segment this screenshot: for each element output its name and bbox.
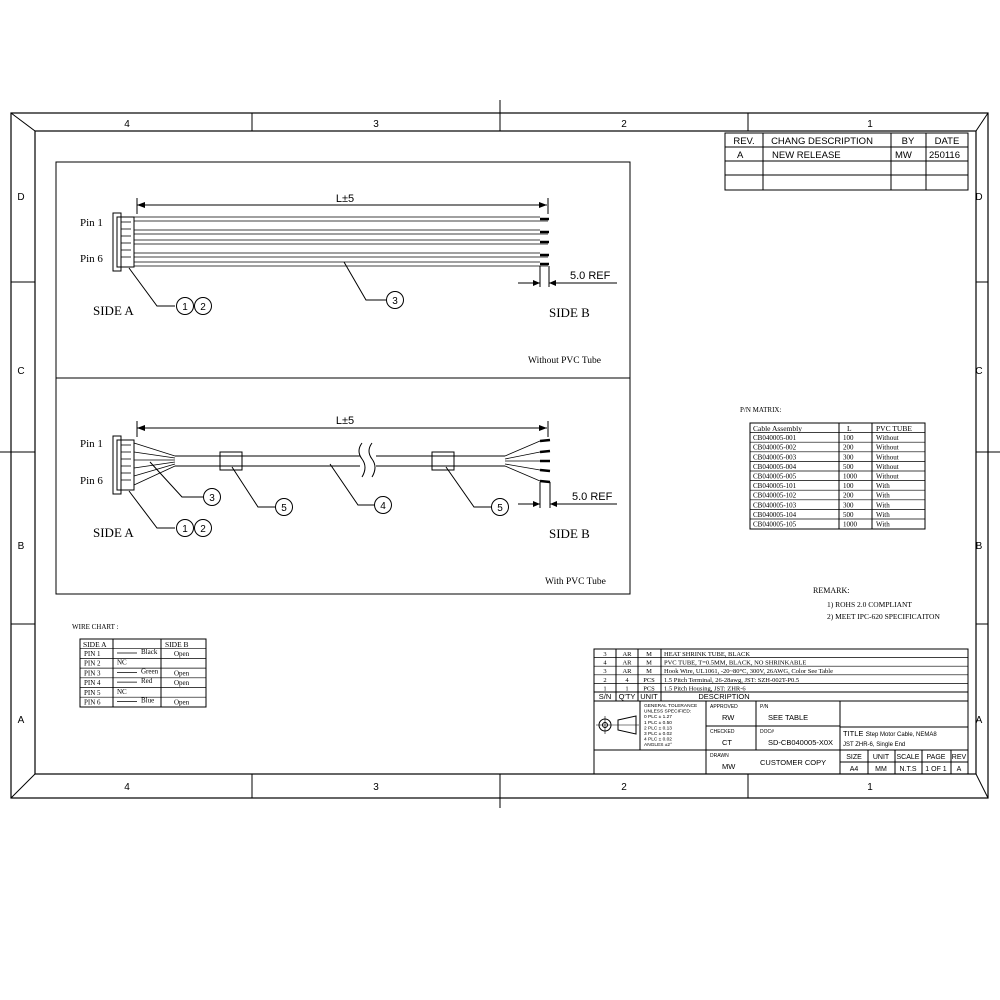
- side-b-label: SIDE B: [549, 305, 590, 320]
- pn-matrix-title: P/N MATRIX:: [740, 406, 782, 414]
- tolerance-line: GENERAL TOLERANCE: [644, 704, 698, 709]
- drawn-value: MW: [722, 762, 736, 771]
- pn-row-pvc: With: [876, 510, 890, 519]
- wire-row-color: Blue: [141, 696, 155, 705]
- bom-table: [594, 649, 968, 701]
- zone-col-2-top: 2: [621, 119, 627, 130]
- side-a-label: SIDE A: [93, 303, 134, 318]
- page-label: PAGE: [926, 754, 946, 761]
- balloon-5-right-number: 5: [497, 503, 503, 514]
- balloon-2-number: 2: [200, 524, 206, 535]
- view-with-pvc: [80, 415, 617, 587]
- remark-item-2: 2) MEET IPC-620 SPECIFICAITON: [827, 612, 940, 621]
- size-value: A4: [849, 766, 859, 773]
- rev-value: A: [956, 766, 962, 773]
- pn-header-length: L: [847, 424, 852, 433]
- zone-col-4-top: 4: [124, 119, 130, 130]
- size-label: SIZE: [846, 754, 862, 761]
- title-line-2: JST ZHR-6, Single End: [843, 742, 906, 748]
- tolerance-line: 4 PLC ± 0.02: [644, 737, 672, 743]
- zone-col-3-top: 3: [373, 119, 379, 130]
- wire-row-color: Green: [141, 667, 159, 676]
- pn-value: SEE TABLE: [768, 713, 809, 722]
- wire-row-side-b: Open: [174, 679, 190, 688]
- page-value: 1 OF 1: [925, 766, 947, 773]
- pin6-label: Pin 6: [80, 475, 103, 487]
- scale-label: SCALE: [896, 754, 920, 761]
- pn-row-pvc: Without: [876, 462, 899, 471]
- zone-col-1-top: 1: [867, 119, 873, 130]
- wire-row-pin: PIN 4: [84, 679, 101, 688]
- rev-header-date: DATE: [934, 136, 960, 147]
- bom-header-description: DESCRIPTION: [698, 692, 750, 701]
- balloon-3-number: 3: [209, 493, 215, 504]
- pn-row-length: 300: [843, 501, 854, 510]
- rev-header-desc: CHANG DESCRIPTION: [771, 136, 873, 147]
- bom-header-qty: Q'TY: [618, 692, 636, 701]
- pn-row-assembly: CB040005-105: [753, 520, 797, 529]
- pn-row-pvc: Without: [876, 472, 899, 481]
- bom-row-unit: M: [646, 668, 652, 676]
- rev-cell-desc: NEW RELEASE: [772, 150, 841, 161]
- pn-row-assembly: CB040005-002: [753, 443, 797, 452]
- pn-row-pvc: Without: [876, 434, 899, 443]
- checked-label: CHECKED: [710, 729, 735, 735]
- unit-value: MM: [875, 766, 887, 773]
- side-b-label: SIDE B: [549, 526, 590, 541]
- customer-copy-label: CUSTOMER COPY: [760, 758, 827, 767]
- pin1-label: Pin 1: [80, 438, 103, 450]
- doc-label: DOC#: [760, 729, 774, 735]
- pn-label: P/N: [760, 704, 769, 710]
- view-caption: Without PVC Tube: [528, 356, 601, 366]
- tolerance-line: ANGLES ±2°: [644, 743, 673, 749]
- tolerance-line: 2 PLC ± 0.13: [644, 726, 672, 732]
- bom-row-description: 1.5 Pitch Terminal, 26-28awg, JST: SZH-002T-P0.5: [664, 676, 800, 684]
- pn-row-length: 200: [843, 443, 854, 452]
- balloon-3-number: 3: [392, 296, 398, 307]
- pn-row-pvc: Without: [876, 453, 899, 462]
- zone-row-b-right: B: [975, 541, 983, 552]
- zone-col-4-bottom: 4: [124, 782, 130, 793]
- pn-matrix-table: [740, 406, 925, 529]
- bom-row-unit: M: [646, 651, 652, 658]
- pn-row-pvc: With: [876, 520, 890, 529]
- pn-row-length: 300: [843, 453, 854, 462]
- bom-row-qty: AR: [622, 668, 632, 676]
- title-line-1: Step Motor Cable, NEMA8: [866, 732, 937, 738]
- wire-row-pin: PIN 6: [84, 698, 101, 707]
- length-dimension-label: L±5: [335, 193, 355, 205]
- rev-header-rev: REV.: [733, 136, 755, 147]
- zone-row-d-left: D: [17, 192, 25, 203]
- approved-label: APPROVED: [710, 704, 738, 710]
- drawn-label: DRAWN: [710, 753, 729, 759]
- side-a-label: SIDE A: [93, 525, 134, 540]
- title-block: [594, 701, 968, 774]
- checked-value: CT: [722, 738, 732, 747]
- tolerance-line: 1 PLC ± 0.50: [644, 720, 672, 726]
- bom-row-unit: PCS: [643, 676, 655, 684]
- ref-dimension-label: 5.0 REF: [570, 270, 611, 282]
- wire-row-color: Black: [141, 648, 158, 656]
- bom-row-qty: AR: [622, 659, 632, 667]
- heat-shrink-right: [432, 452, 454, 470]
- rev-cell-date: 250116: [929, 150, 960, 161]
- zone-col-1-bottom: 1: [867, 782, 873, 793]
- pn-header-pvc: PVC TUBE: [876, 424, 912, 433]
- view-caption: With PVC Tube: [545, 577, 606, 587]
- pn-row-assembly: CB040005-104: [753, 510, 797, 519]
- pn-row-length: 500: [843, 462, 854, 471]
- length-dimension-label: L±5: [335, 415, 355, 427]
- wire-chart: [72, 623, 206, 707]
- bom-row-qty: 1: [625, 685, 629, 693]
- balloon-2-number: 2: [200, 302, 206, 313]
- bom-row-unit: PCS: [643, 685, 655, 693]
- pn-row-length: 500: [843, 510, 854, 519]
- bom-row-qty: 4: [625, 676, 629, 684]
- pn-row-assembly: CB040005-103: [753, 501, 797, 510]
- bom-row-sn: 4: [603, 659, 607, 667]
- tolerance-line: 3 PLC ± 0.02: [644, 732, 672, 737]
- pn-row-pvc: With: [876, 491, 890, 500]
- wire-row-side-b: Open: [174, 669, 190, 678]
- wire-row-color: NC: [117, 658, 127, 667]
- bom-row-unit: M: [646, 659, 652, 667]
- bom-row-qty: AR: [622, 651, 632, 658]
- wire-row-pin: PIN 1: [84, 650, 101, 658]
- pn-row-length: 100: [843, 482, 854, 491]
- zone-row-d-right: D: [975, 192, 983, 203]
- rev-header-by: BY: [901, 136, 915, 147]
- rev-cell-rev: A: [737, 150, 744, 161]
- tolerance-line: 0 PLC ± 1.27: [644, 715, 672, 721]
- zone-row-c-left: C: [17, 366, 25, 377]
- pn-row-length: 1000: [843, 520, 857, 529]
- ref-dimension-label: 5.0 REF: [572, 491, 613, 503]
- wire-row-pin: PIN 2: [84, 659, 101, 668]
- pn-row-length: 200: [843, 491, 854, 500]
- pin6-label: Pin 6: [80, 253, 103, 265]
- pn-row-pvc: With: [876, 482, 890, 491]
- wire-row-pin: PIN 5: [84, 688, 101, 697]
- pn-row-length: 100: [843, 434, 854, 443]
- pn-row-assembly: CB040005-005: [753, 472, 797, 481]
- pn-row-length: 1000: [843, 472, 857, 481]
- pn-row-pvc: With: [876, 501, 890, 510]
- approved-value: RW: [722, 713, 735, 722]
- pn-row-assembly: CB040005-001: [753, 434, 797, 443]
- pn-row-assembly: CB040005-003: [753, 453, 797, 462]
- bom-row-sn: 3: [603, 668, 607, 676]
- balloon-1-number: 1: [182, 524, 188, 535]
- pn-row-pvc: Without: [876, 443, 899, 452]
- wire-row-color: NC: [117, 687, 127, 696]
- wire-row-side-b: Open: [174, 650, 190, 658]
- pn-row-assembly: CB040005-004: [753, 462, 797, 471]
- rev-cell-by: MW: [895, 150, 912, 161]
- zone-row-b-left: B: [17, 541, 25, 552]
- wire-row-color: Red: [141, 677, 153, 686]
- tolerance-line: UNLESS SPECIFIED:: [644, 709, 692, 715]
- pn-row-assembly: CB040005-102: [753, 491, 797, 500]
- balloon-1-number: 1: [182, 302, 188, 313]
- zone-row-a-left: A: [17, 715, 25, 726]
- rev-label: REV: [951, 754, 967, 761]
- bom-row-sn: 1: [603, 685, 607, 693]
- wire-row-side-b: Open: [174, 698, 190, 707]
- bom-row-description: PVC TUBE, T=0.5MM, BLACK, NO SHRINKABLE: [664, 659, 807, 667]
- connector-housing: [117, 217, 134, 267]
- doc-value: SD-CB040005-X0X: [768, 738, 834, 747]
- pin1-label: Pin 1: [80, 217, 103, 229]
- zone-row-a-right: A: [975, 715, 983, 726]
- balloon-5-left-number: 5: [281, 503, 287, 514]
- scale-value: N.T.S: [899, 766, 917, 773]
- wire-header-side-a: SIDE A: [83, 640, 107, 649]
- bom-row-sn: 2: [603, 676, 607, 684]
- unit-label: UNIT: [872, 754, 890, 761]
- bom-row-description: 1.5 Pitch Housing, JST: ZHR-6: [664, 685, 746, 693]
- balloon-4-number: 4: [380, 501, 386, 512]
- pn-header-assembly: Cable Assembly: [753, 424, 802, 433]
- bom-row-description: HEAT SHRINK TUBE, BLACK: [664, 651, 751, 658]
- heat-shrink-left: [220, 452, 242, 470]
- zone-row-c-right: C: [975, 366, 983, 377]
- bom-header-sn: S/N: [598, 692, 612, 701]
- view-without-pvc: [80, 193, 617, 366]
- wire-chart-title: WIRE CHART :: [72, 623, 119, 631]
- wire-header-side-b: SIDE B: [165, 640, 189, 649]
- remark-block: [813, 586, 940, 621]
- wire-row-pin: PIN 3: [84, 669, 101, 678]
- zone-col-2-bottom: 2: [621, 782, 627, 793]
- bom-header-unit: UNIT: [640, 692, 658, 701]
- title-label: TITLE :: [843, 729, 868, 738]
- pn-row-assembly: CB040005-101: [753, 482, 797, 491]
- bom-row-sn: 3: [603, 651, 607, 658]
- revision-table: [725, 133, 968, 190]
- remark-title: REMARK:: [813, 586, 850, 595]
- remark-item-1: 1) ROHS 2.0 COMPLIANT: [827, 600, 913, 609]
- projection-symbol-icon: [596, 716, 639, 734]
- zone-col-3-bottom: 3: [373, 782, 379, 793]
- bom-row-description: Hook Wire, UL1061, -20~80°C, 300V, 26AWG, Color See Table: [664, 668, 833, 676]
